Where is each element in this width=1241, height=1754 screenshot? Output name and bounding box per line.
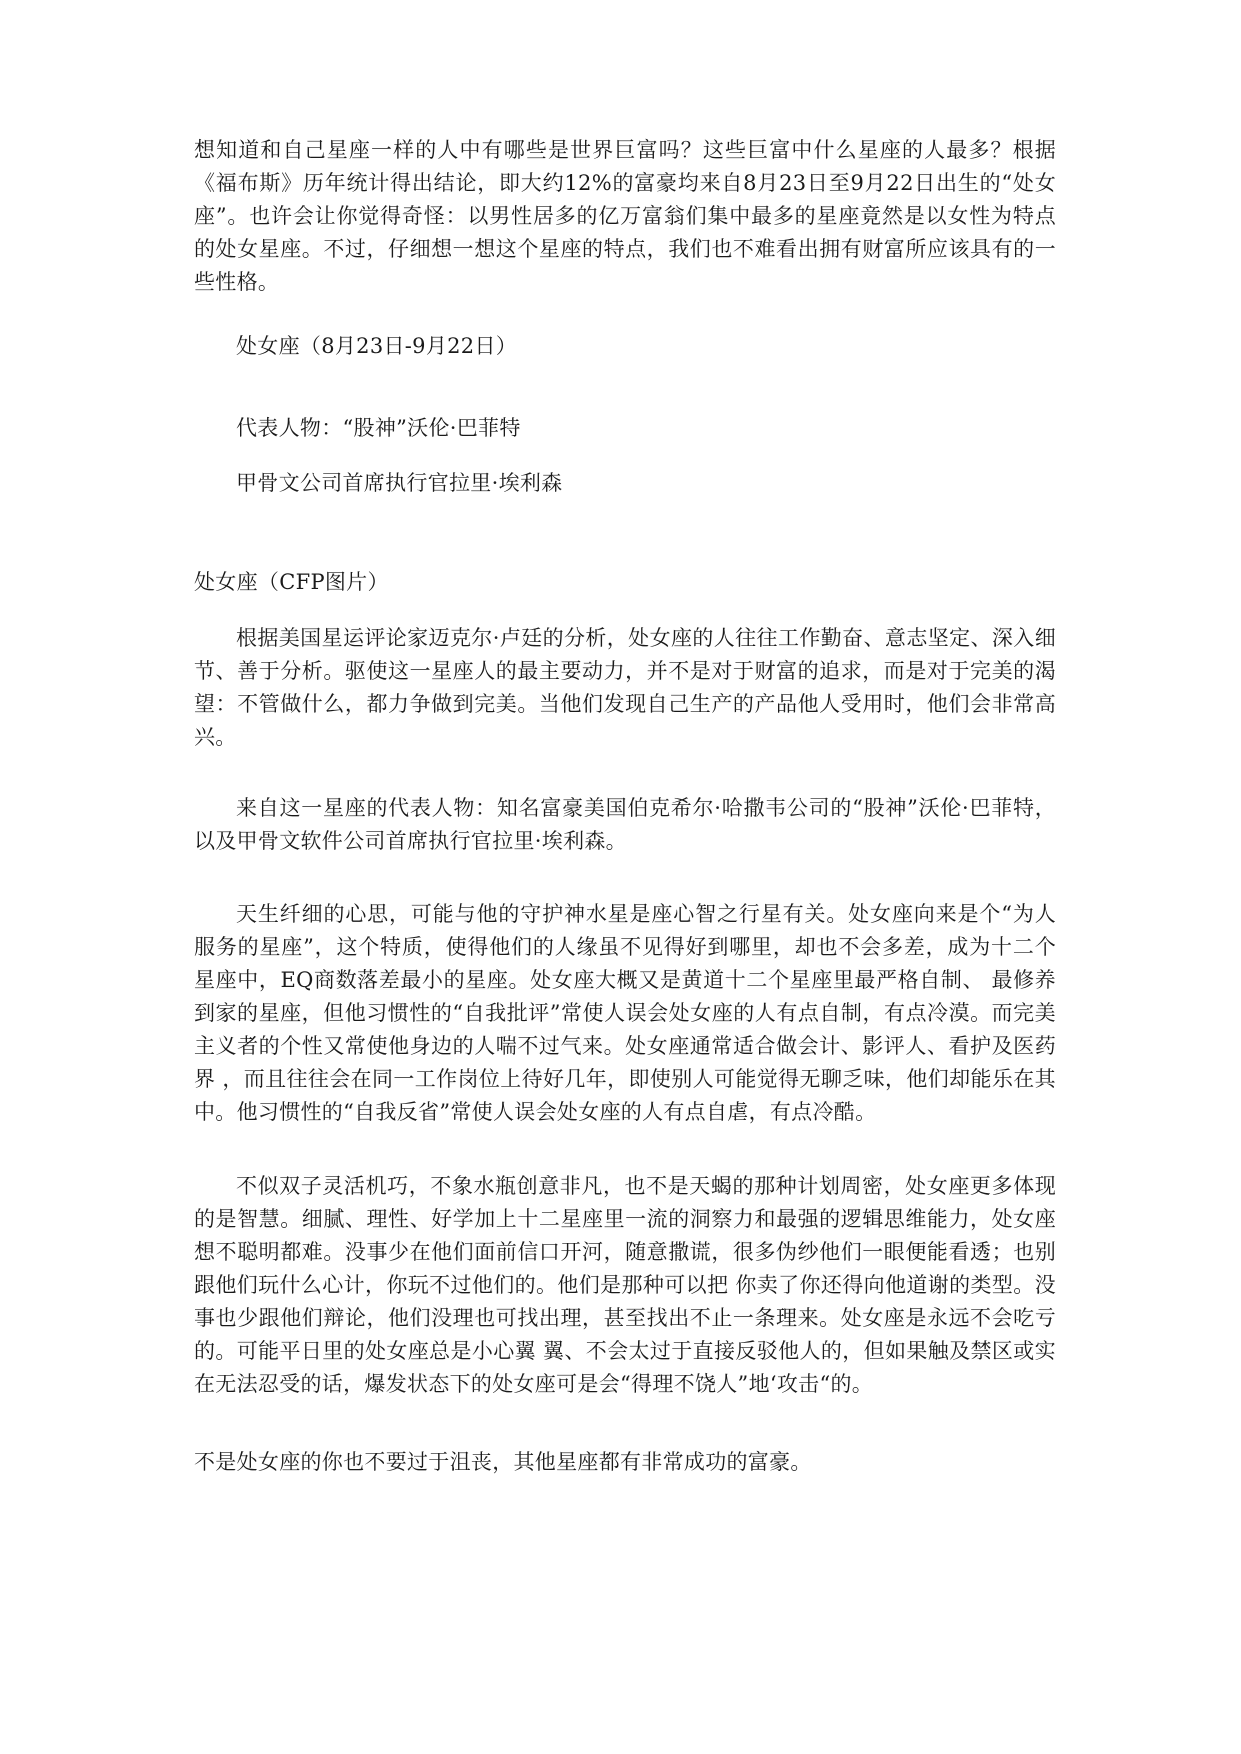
- representatives-paragraph: 来自这一星座的代表人物：知名富豪美国伯克希尔·哈撒韦公司的“股神”沃伦·巴菲特，以及甲骨文软件公司首席执行官拉里·埃利森。: [194, 796, 1056, 853]
- representatives-label: 代表人物：“股神”沃伦·巴菲特: [236, 416, 521, 440]
- personality-paragraph: 天生纤细的心思，可能与他的守护神水星是座心智之行星有关。处女座向来是个“为人服务的星座”，这个特质，使得他们的人缘虽不见得好到哪里，却也不会多差，成为十二个星座中，EQ商数落差最小的星座。处女座大概又是黄道十二个星座里最严格自制、 最修养到家的星座，但他习惯性的“自我批评”常使人误会处女座的人有点自制，有点冷漠。而完美主义者的个性又常使他身边的人喘不过气来。处女座通常适合做会计、影评人、看护及医药界 ，而且往往会在同一工作岗位上待好几年，即使别人可能觉得无聊乏味，他们却能乐在其中。他习惯性的“自我反省”常使人误会处女座的人有点自虐，有点冷酷。: [194, 902, 1056, 1124]
- sign-heading: 处女座（8月23日-9月22日）: [236, 334, 518, 358]
- analysis-paragraph: 根据美国星运评论家迈克尔·卢廷的分析，处女座的人往往工作勤奋、意志坚定、深入细节、善于分析。驱使这一星座人的最主要动力，并不是对于财富的追求，而是对于完美的渴望：不管做什么，都力争做到完美。当他们发现自己生产的产品他人受用时，他们会非常高兴。: [194, 626, 1056, 749]
- intro-paragraph: 想知道和自己星座一样的人中有哪些是世界巨富吗？这些巨富中什么星座的人最多？根据《福布斯》历年统计得出结论，即大约12%的富豪均来自8月23日至9月22日出生的“处女座”。也许会让你觉得奇怪：以男性居多的亿万富翁们集中最多的星座竟然是以女性为特点的处女星座。不过，仔细想一想这个星座的特点，我们也不难看出拥有财富所应该具有的一些性格。: [194, 138, 1056, 294]
- representative-line: 甲骨文公司首席执行官拉里·埃利森: [236, 471, 563, 495]
- image-caption: 处女座（CFP图片）: [194, 570, 389, 594]
- closing-paragraph: 不是处女座的你也不要过于沮丧，其他星座都有非常成功的富豪。: [194, 1450, 812, 1474]
- wisdom-paragraph: 不似双子灵活机巧，不象水瓶创意非凡，也不是天蝎的那种计划周密，处女座更多体现的是智慧。细腻、理性、好学加上十二星座里一流的洞察力和最强的逻辑思维能力，处女座想不聪明都难。没事少在他们面前信口开河，随意撒谎，很多伪纱他们一眼便能看透；也别跟他们玩什么心计，你玩不过他们的。他们是那种可以把 你卖了你还得向他道谢的类型。没事也少跟他们辩论，他们没理也可找出理，甚至找出不止一条理来。处女座是永远不会吃亏的。可能平日里的处女座总是小心翼 翼、不会太过于直接反驳他人的，但如果触及禁区或实在无法忍受的话，爆发状态下的处女座可是会“得理不饶人”地‘攻击“的。: [194, 1174, 1056, 1396]
